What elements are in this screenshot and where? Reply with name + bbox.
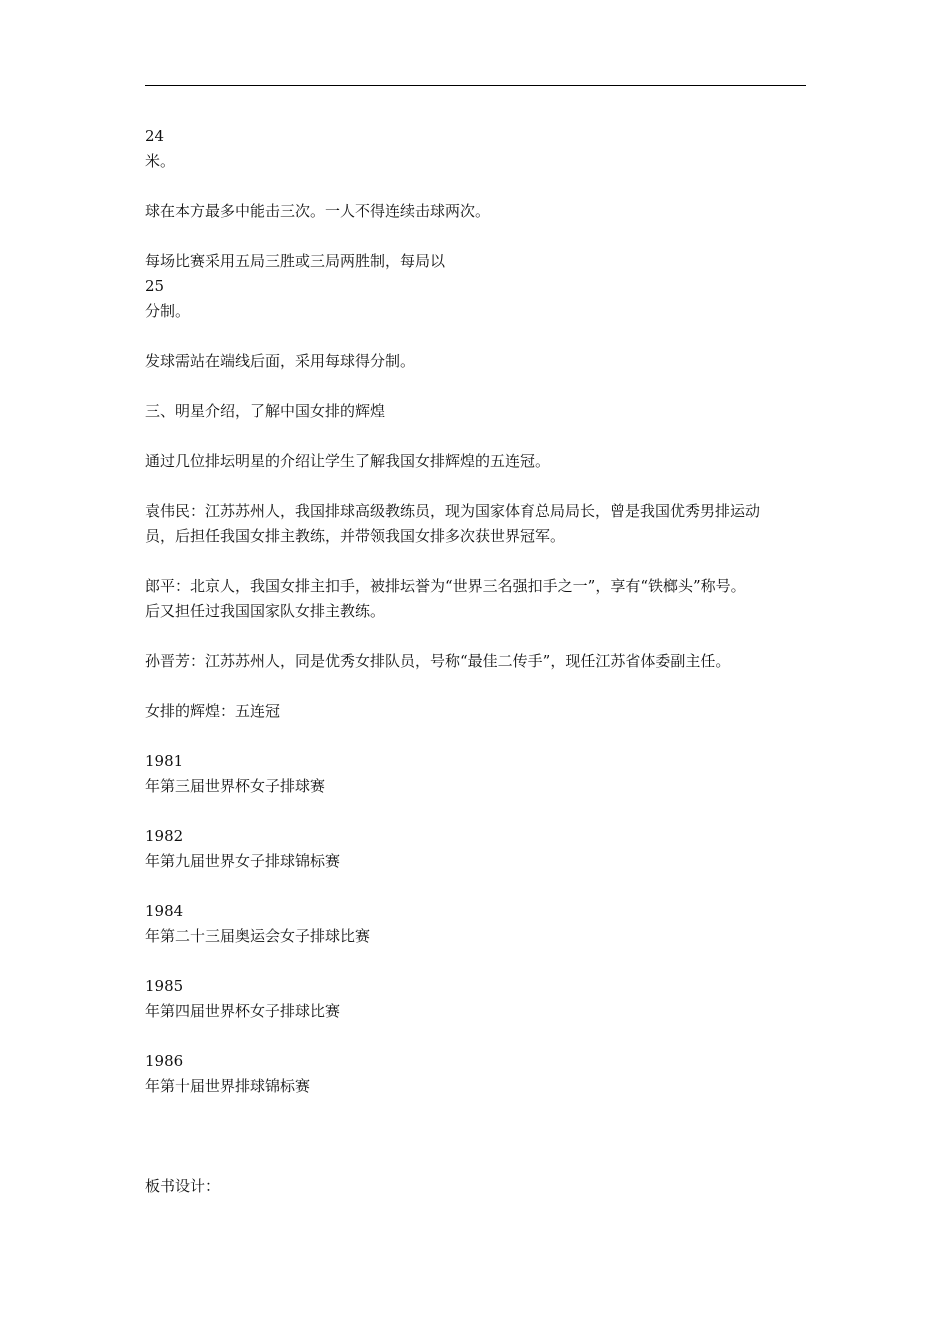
- title-event: 年第三届世界杯女子排球赛: [145, 777, 326, 795]
- text-line: 后又担任过我国国家队女排主教练。: [145, 602, 386, 620]
- scoring-paragraph: [145, 249, 820, 324]
- spacer: [145, 1124, 820, 1174]
- yuan-weimin-paragraph: [145, 499, 820, 549]
- text-line: 分制。: [145, 302, 191, 320]
- title-entry: [145, 974, 820, 1024]
- text-line: 袁伟民：江苏苏州人，我国排球高级教练员，现为国家体育总局局长，曾是我国优秀男排运动: [145, 502, 761, 520]
- lang-ping-paragraph: [145, 574, 820, 624]
- title-year: 1986: [145, 1052, 184, 1070]
- serve-rule-paragraph: 发球需站在端线后面，采用每球得分制。: [145, 352, 416, 370]
- title-entry: [145, 1049, 820, 1099]
- title-entry: [145, 824, 820, 874]
- title-event: 年第四届世界杯女子排球比赛: [145, 1002, 341, 1020]
- title-entry: [145, 749, 820, 799]
- title-year: 1982: [145, 827, 184, 845]
- text-line: 郎平：北京人，我国女排主扣手，被排坛誉为“世界三名强扣手之一”，享有“铁榔头”称号。: [145, 577, 746, 595]
- court-length-paragraph: [145, 124, 820, 174]
- title-event: 年第二十三届奥运会女子排球比赛: [145, 927, 371, 945]
- intro-paragraph: 通过几位排坛明星的介绍让学生了解我国女排辉煌的五连冠。: [145, 452, 551, 470]
- title-entry: [145, 899, 820, 949]
- title-event: 年第十届世界排球锦标赛: [145, 1077, 311, 1095]
- text-line: 25: [145, 277, 165, 295]
- text-line: 24: [145, 127, 165, 145]
- sun-jinfang-paragraph: 孙晋芳：江苏苏州人，同是优秀女排队员，号称“最佳二传手”，现任江苏省体委副主任。: [145, 652, 731, 670]
- glory-heading: 女排的辉煌：五连冠: [145, 702, 281, 720]
- section-heading: 三、明星介绍，了解中国女排的辉煌: [145, 402, 386, 420]
- document-body: [145, 124, 820, 1224]
- title-event: 年第九届世界女子排球锦标赛: [145, 852, 341, 870]
- text-line: 每场比赛采用五局三胜或三局两胜制，每局以: [145, 252, 446, 270]
- title-year: 1981: [145, 752, 184, 770]
- header-rule: [145, 85, 806, 86]
- title-year: 1985: [145, 977, 184, 995]
- text-line: 米。: [145, 152, 176, 170]
- hit-rule-paragraph: 球在本方最多中能击三次。一人不得连续击球两次。: [145, 202, 491, 220]
- board-design-heading: 板书设计：: [145, 1177, 221, 1195]
- title-year: 1984: [145, 902, 184, 920]
- text-line: 员，后担任我国女排主教练，并带领我国女排多次获世界冠军。: [145, 527, 566, 545]
